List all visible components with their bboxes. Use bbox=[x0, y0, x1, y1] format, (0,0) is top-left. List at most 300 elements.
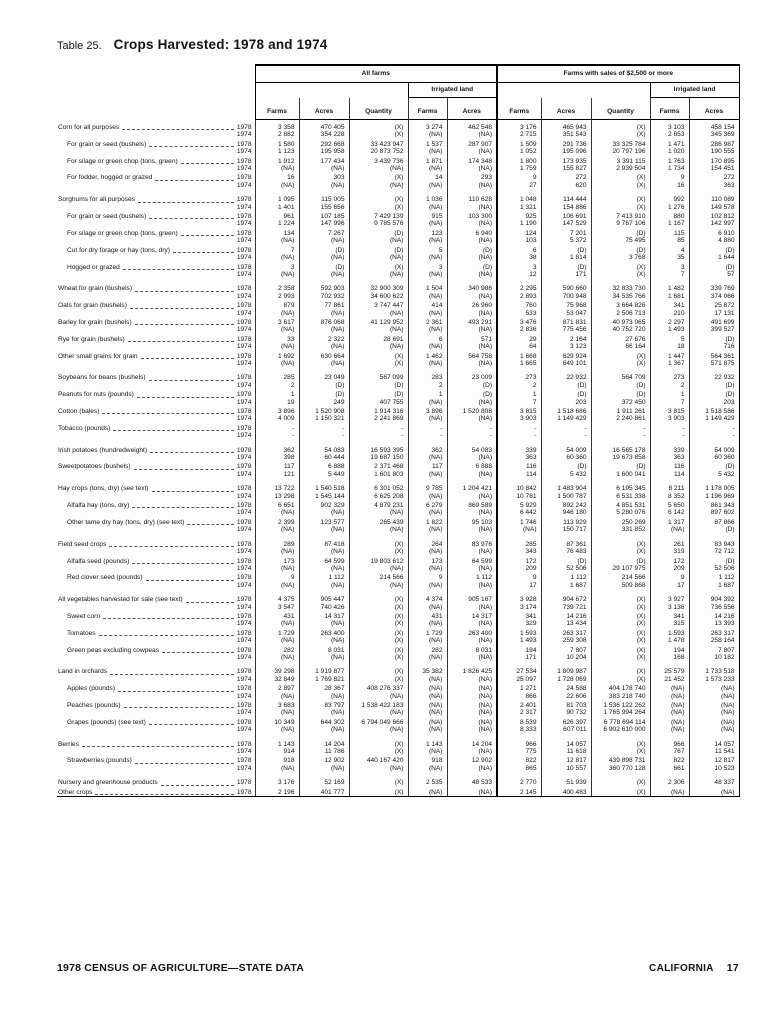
value-cell: 214 566 bbox=[349, 572, 408, 581]
value-cell: - bbox=[349, 423, 408, 432]
year-label: 1978 bbox=[236, 518, 252, 526]
value-cell: 372 450 bbox=[591, 399, 650, 406]
value-cell: 1 665 bbox=[497, 360, 541, 367]
value-cell: (NA) bbox=[447, 787, 497, 797]
value-cell: (NA) bbox=[255, 726, 299, 733]
year-label: 1978 bbox=[236, 391, 252, 399]
year-label: 1978 bbox=[236, 213, 252, 221]
year-label: 1978 bbox=[236, 196, 252, 204]
value-cell: (X) bbox=[349, 204, 408, 211]
value-cell: 3 bbox=[255, 262, 299, 271]
value-cell: (D) bbox=[689, 262, 739, 271]
year-label: 1978 bbox=[236, 718, 252, 726]
value-cell: 629 924 bbox=[541, 351, 591, 360]
spacer bbox=[61, 332, 234, 333]
value-cell: 123 577 bbox=[299, 517, 349, 526]
value-cell: 341 bbox=[650, 300, 689, 309]
value-cell: (NA) bbox=[689, 726, 739, 733]
crop-name: For grain or seed (bushels) bbox=[67, 140, 147, 148]
value-cell: 1 537 bbox=[408, 139, 447, 148]
value-cell: 3 476 bbox=[497, 317, 541, 326]
value-cell: (NA) bbox=[408, 237, 447, 244]
value-cell: 83 797 bbox=[299, 700, 349, 709]
value-cell: (NA) bbox=[447, 565, 497, 572]
value-cell: 1 545 144 bbox=[299, 493, 349, 500]
table-row bbox=[57, 709, 739, 716]
value-cell: 27 534 bbox=[497, 661, 541, 675]
spacer bbox=[61, 387, 234, 388]
col-header-acres-2: Acres bbox=[541, 98, 591, 120]
value-cell: 9 785 bbox=[408, 478, 447, 492]
value-cell: 1 149 429 bbox=[689, 415, 739, 422]
value-cell: 6 625 208 bbox=[349, 493, 408, 500]
crops-table bbox=[57, 64, 740, 797]
col-header-quantity-2: Quantity bbox=[591, 98, 650, 120]
value-cell: 190 555 bbox=[689, 148, 739, 155]
crop-row-label bbox=[57, 500, 255, 509]
data-table-wrap bbox=[57, 64, 739, 797]
crop-row-label bbox=[57, 317, 255, 326]
value-cell: 1 271 bbox=[497, 683, 541, 692]
value-cell: 1 769 821 bbox=[299, 676, 349, 683]
value-cell: 1 911 261 bbox=[591, 406, 650, 415]
value-cell: 249 bbox=[299, 399, 349, 406]
crop-row-label bbox=[57, 645, 255, 654]
value-cell: 90 732 bbox=[541, 709, 591, 716]
crop-row-label bbox=[57, 189, 255, 203]
year-label: 1974 bbox=[236, 270, 252, 278]
value-cell: 54 083 bbox=[299, 440, 349, 454]
value-cell: 1 809 987 bbox=[541, 661, 591, 675]
value-cell: (NA) bbox=[408, 700, 447, 709]
value-cell: 6 794 049 666 bbox=[349, 717, 408, 726]
value-cell: 592 903 bbox=[299, 278, 349, 292]
value-cell: 154 886 bbox=[541, 204, 591, 211]
value-cell: 3 928 bbox=[497, 589, 541, 603]
dot-leader bbox=[152, 490, 234, 492]
value-cell: 2 770 bbox=[497, 772, 541, 786]
dot-leader bbox=[82, 745, 234, 747]
value-cell: 902 329 bbox=[299, 500, 349, 509]
crop-name: Berries bbox=[58, 740, 79, 748]
value-cell: 203 bbox=[541, 399, 591, 406]
table-caption: Crops Harvested: 1978 and 1974 bbox=[113, 37, 328, 52]
value-cell: 4 374 bbox=[408, 589, 447, 603]
table-row bbox=[57, 637, 739, 644]
value-cell: 10 204 bbox=[541, 654, 591, 661]
year-row-label bbox=[57, 310, 255, 317]
value-cell: (X) bbox=[349, 772, 408, 786]
col-header-irr-acres-1: Acres bbox=[447, 98, 497, 120]
year-label: 1978 bbox=[236, 140, 252, 148]
year-label: 1978 bbox=[236, 229, 252, 237]
value-cell: 1 493 bbox=[497, 637, 541, 644]
value-cell: 10 182 bbox=[689, 654, 739, 661]
crop-name: Other crops bbox=[58, 788, 93, 796]
year-label: 1978 bbox=[236, 285, 252, 293]
crop-name: Apples (pounds) bbox=[67, 685, 116, 693]
year-label: 1978 bbox=[236, 446, 252, 454]
dot-leader bbox=[146, 579, 234, 581]
table-row bbox=[57, 245, 739, 254]
value-cell: 40 752 720 bbox=[591, 326, 650, 333]
footer-publication: 1978 CENSUS OF AGRICULTURE—STATE DATA bbox=[57, 962, 304, 974]
value-cell: (NA) bbox=[255, 765, 299, 772]
value-cell: 13 298 bbox=[255, 493, 299, 500]
value-cell: (NA) bbox=[255, 582, 299, 589]
value-cell: 431 bbox=[255, 611, 299, 620]
value-cell: 8 352 bbox=[650, 493, 689, 500]
value-cell: 121 bbox=[255, 471, 299, 478]
spacer bbox=[61, 715, 234, 716]
value-cell: 1 036 bbox=[408, 189, 447, 203]
value-cell: 5 bbox=[650, 334, 689, 343]
value-cell: (X) bbox=[591, 772, 650, 786]
year-row-label bbox=[57, 131, 255, 138]
value-cell: (NA) bbox=[255, 548, 299, 555]
value-cell: 3 903 bbox=[650, 415, 689, 422]
value-cell: (D) bbox=[591, 245, 650, 254]
value-cell: 458 154 bbox=[689, 120, 739, 132]
crop-name: Irish potatoes (hundredweight) bbox=[58, 446, 148, 454]
value-cell: 171 bbox=[541, 271, 591, 278]
value-cell: 904 672 bbox=[541, 589, 591, 603]
value-cell: 363 bbox=[650, 454, 689, 461]
value-cell: 60 360 bbox=[541, 454, 591, 461]
spacer bbox=[61, 154, 234, 155]
value-cell: 286 987 bbox=[689, 139, 739, 148]
value-cell: 116 bbox=[497, 461, 541, 470]
year-label: 1978 bbox=[236, 174, 252, 182]
value-cell: 1 401 bbox=[255, 204, 299, 211]
value-cell: 1 493 bbox=[650, 326, 689, 333]
year-label: 1978 bbox=[236, 779, 252, 787]
crop-name: Alfalfa hay (tons, dry) bbox=[67, 502, 130, 510]
year-row-label bbox=[57, 399, 255, 406]
value-cell: 52 506 bbox=[541, 565, 591, 572]
value-cell: 282 bbox=[408, 645, 447, 654]
year-label: 1978 bbox=[236, 788, 252, 796]
value-cell: 2 241 869 bbox=[349, 415, 408, 422]
value-cell: 6 910 bbox=[689, 228, 739, 237]
value-cell: (NA) bbox=[447, 526, 497, 533]
value-cell: 399 527 bbox=[689, 326, 739, 333]
year-label: 1978 bbox=[236, 408, 252, 415]
year-label: 1974 bbox=[236, 148, 252, 156]
value-cell: 351 543 bbox=[541, 131, 591, 138]
value-cell: 3 136 bbox=[650, 604, 689, 611]
value-cell: (NA) bbox=[408, 148, 447, 155]
value-cell: 1 123 bbox=[255, 148, 299, 155]
value-cell: 261 bbox=[650, 534, 689, 548]
value-cell: 6 531 338 bbox=[591, 493, 650, 500]
crop-row-label bbox=[57, 211, 255, 220]
year-label: 1974 bbox=[236, 564, 252, 572]
value-cell: - bbox=[447, 432, 497, 439]
crop-name: For grain or seed (bushels) bbox=[67, 213, 147, 221]
value-cell: 14 317 bbox=[447, 611, 497, 620]
value-cell: 408 276 337 bbox=[349, 683, 408, 692]
table-row bbox=[57, 582, 739, 589]
value-cell: (X) bbox=[349, 360, 408, 367]
year-label: 1974 bbox=[236, 254, 252, 262]
value-cell: (NA) bbox=[408, 676, 447, 683]
value-cell: 1 800 bbox=[497, 156, 541, 165]
value-cell: 95 103 bbox=[447, 517, 497, 526]
value-cell: 60 444 bbox=[299, 454, 349, 461]
value-cell: 6 301 052 bbox=[349, 478, 408, 492]
crop-row-label bbox=[57, 589, 255, 603]
value-cell: 630 664 bbox=[299, 351, 349, 360]
year-label: 1974 bbox=[236, 415, 252, 423]
value-cell: 607 011 bbox=[541, 726, 591, 733]
dot-leader bbox=[134, 468, 234, 470]
value-cell: 52 169 bbox=[299, 772, 349, 786]
value-cell: 85 bbox=[650, 237, 689, 244]
value-cell: (D) bbox=[299, 382, 349, 389]
value-cell: (NA) bbox=[349, 343, 408, 350]
year-row-label bbox=[57, 471, 255, 478]
value-cell: 16 bbox=[650, 182, 689, 189]
year-label: 1978 bbox=[236, 374, 252, 382]
year-label: 1974 bbox=[236, 548, 252, 556]
value-cell: 6 888 bbox=[299, 461, 349, 470]
value-cell: 407 755 bbox=[349, 399, 408, 406]
value-cell: (NA) bbox=[255, 637, 299, 644]
year-label: 1974 bbox=[236, 359, 252, 367]
value-cell: 25 579 bbox=[650, 661, 689, 675]
spacer bbox=[61, 476, 234, 477]
spacer bbox=[61, 681, 234, 682]
value-cell: (D) bbox=[299, 245, 349, 254]
value-cell: 3 176 bbox=[255, 772, 299, 786]
value-cell: (NA) bbox=[255, 360, 299, 367]
value-cell: 4 879 231 bbox=[349, 500, 408, 509]
value-cell: 13 393 bbox=[689, 620, 739, 627]
table-row bbox=[57, 755, 739, 764]
crop-row-label bbox=[57, 278, 255, 292]
value-cell: 1 143 bbox=[408, 734, 447, 748]
value-cell: (D) bbox=[591, 556, 650, 565]
table-row bbox=[57, 604, 739, 611]
value-cell: (NA) bbox=[408, 310, 447, 317]
value-cell: 19 803 612 bbox=[349, 556, 408, 565]
col-header-irr-farms-2: Farms bbox=[650, 98, 689, 120]
value-cell: 1 317 bbox=[650, 517, 689, 526]
value-cell: (X) bbox=[591, 787, 650, 797]
value-cell: 374 066 bbox=[689, 293, 739, 300]
crop-name: Tomatoes bbox=[67, 629, 96, 637]
value-cell: 1 500 787 bbox=[541, 493, 591, 500]
value-cell: (NA) bbox=[299, 254, 349, 261]
year-label: 1978 bbox=[236, 668, 252, 676]
value-cell: - bbox=[447, 423, 497, 432]
value-cell: 341 bbox=[497, 611, 541, 620]
value-cell: 1 573 233 bbox=[689, 676, 739, 683]
value-cell: (NA) bbox=[447, 700, 497, 709]
crop-name: Grapes (pounds) (see text) bbox=[67, 718, 146, 726]
value-cell: 319 bbox=[650, 548, 689, 555]
table-row bbox=[57, 131, 739, 138]
value-cell: 115 bbox=[650, 228, 689, 237]
value-cell: 258 164 bbox=[689, 637, 739, 644]
value-cell: 3 664 826 bbox=[591, 300, 650, 309]
year-row-label bbox=[57, 748, 255, 755]
value-cell: (NA) bbox=[299, 310, 349, 317]
value-cell: 250 269 bbox=[591, 517, 650, 526]
year-label: 1974 bbox=[236, 398, 252, 406]
value-cell: (NA) bbox=[349, 271, 408, 278]
value-cell: 263 400 bbox=[299, 628, 349, 637]
value-cell: 87 418 bbox=[299, 534, 349, 548]
year-label: 1974 bbox=[236, 603, 252, 611]
value-cell: 3 174 bbox=[497, 604, 541, 611]
value-cell: 1 692 bbox=[255, 351, 299, 360]
value-cell: 992 bbox=[650, 189, 689, 203]
value-cell: 259 308 bbox=[541, 637, 591, 644]
value-cell: 360 770 128 bbox=[591, 765, 650, 772]
value-cell: 12 902 bbox=[447, 755, 497, 764]
value-cell: (NA) bbox=[447, 148, 497, 155]
value-cell: 1 112 bbox=[299, 572, 349, 581]
year-label: 1974 bbox=[236, 653, 252, 661]
value-cell: (X) bbox=[349, 131, 408, 138]
value-cell: 905 167 bbox=[447, 589, 497, 603]
year-label: 1974 bbox=[236, 343, 252, 351]
value-cell: (D) bbox=[541, 245, 591, 254]
value-cell: 861 343 bbox=[689, 500, 739, 509]
value-cell: (NA) bbox=[650, 726, 689, 733]
value-cell: 7 413 910 bbox=[591, 211, 650, 220]
value-cell: 195 096 bbox=[541, 148, 591, 155]
value-cell: 1 bbox=[497, 389, 541, 398]
value-cell: 1 167 bbox=[650, 220, 689, 227]
footer-right bbox=[649, 962, 739, 974]
value-cell: (NA) bbox=[650, 683, 689, 692]
value-cell: (NA) bbox=[408, 582, 447, 589]
value-cell: 1 196 969 bbox=[689, 493, 739, 500]
value-cell: (NA) bbox=[447, 182, 497, 189]
value-cell: 439 898 731 bbox=[591, 755, 650, 764]
value-cell: (X) bbox=[349, 548, 408, 555]
table-row bbox=[57, 310, 739, 317]
spacer bbox=[61, 365, 234, 366]
value-cell: 6 940 bbox=[447, 228, 497, 237]
value-cell: 2 506 713 bbox=[591, 310, 650, 317]
value-cell: (NA) bbox=[349, 726, 408, 733]
value-cell: 32 849 bbox=[255, 676, 299, 683]
spacer bbox=[61, 732, 234, 733]
value-cell: 3 274 bbox=[408, 120, 447, 132]
value-cell: (NA) bbox=[299, 271, 349, 278]
dot-leader bbox=[130, 307, 234, 309]
crop-name: For fodder, hogged or grazed bbox=[67, 174, 153, 182]
value-cell: 287 907 bbox=[447, 139, 497, 148]
value-cell: 72 712 bbox=[689, 548, 739, 555]
value-cell: 2 297 bbox=[650, 317, 689, 326]
value-cell: - bbox=[497, 432, 541, 439]
value-cell: (NA) bbox=[349, 165, 408, 172]
value-cell: 1 482 bbox=[650, 278, 689, 292]
value-cell: 1 471 bbox=[650, 139, 689, 148]
value-cell: (NA) bbox=[299, 709, 349, 716]
table-row bbox=[57, 389, 739, 398]
value-cell: 114 bbox=[497, 471, 541, 478]
value-cell: 925 bbox=[497, 211, 541, 220]
value-cell: 4 880 bbox=[689, 237, 739, 244]
table-row bbox=[57, 700, 739, 709]
value-cell: (NA) bbox=[408, 637, 447, 644]
value-cell: 3 bbox=[408, 262, 447, 271]
value-cell: 57 bbox=[689, 271, 739, 278]
value-cell: 10 842 bbox=[497, 478, 541, 492]
value-cell: (D) bbox=[591, 228, 650, 237]
year-row-label bbox=[57, 182, 255, 189]
value-cell: 3 896 bbox=[255, 406, 299, 415]
value-cell: (D) bbox=[689, 556, 739, 565]
value-cell: 124 bbox=[497, 228, 541, 237]
crop-row-label bbox=[57, 534, 255, 548]
value-cell: (NA) bbox=[650, 709, 689, 716]
value-cell: 1 765 994 264 bbox=[591, 709, 650, 716]
value-cell: 2 164 bbox=[541, 334, 591, 343]
value-cell: 114 bbox=[650, 471, 689, 478]
crop-row-label bbox=[57, 461, 255, 470]
value-cell: 19 bbox=[255, 399, 299, 406]
spacer bbox=[61, 498, 234, 499]
spacer bbox=[61, 438, 234, 439]
value-cell: (X) bbox=[349, 120, 408, 132]
value-cell: 3 123 bbox=[541, 343, 591, 350]
table-row bbox=[57, 683, 739, 692]
value-cell: 214 566 bbox=[591, 572, 650, 581]
value-cell: (NA) bbox=[447, 604, 497, 611]
value-cell: (NA) bbox=[650, 700, 689, 709]
value-cell: (NA) bbox=[299, 509, 349, 516]
value-cell: (NA) bbox=[299, 565, 349, 572]
table-row bbox=[57, 220, 739, 227]
value-cell: 2 371 468 bbox=[349, 461, 408, 470]
value-cell: 1 734 bbox=[650, 165, 689, 172]
value-cell: 282 bbox=[255, 645, 299, 654]
value-cell: (NA) bbox=[408, 565, 447, 572]
table-row bbox=[57, 432, 739, 439]
year-label: 1974 bbox=[236, 620, 252, 628]
value-cell: 87 361 bbox=[541, 534, 591, 548]
value-cell: (NA) bbox=[255, 620, 299, 627]
value-cell: 14 057 bbox=[541, 734, 591, 748]
value-cell: 465 943 bbox=[541, 120, 591, 132]
value-cell: 81 703 bbox=[541, 700, 591, 709]
year-row-label bbox=[57, 548, 255, 555]
year-label: 1974 bbox=[236, 675, 252, 683]
spacer bbox=[61, 659, 234, 660]
value-cell: 265 439 bbox=[349, 517, 408, 526]
value-cell: 83 976 bbox=[447, 534, 497, 548]
value-cell: (NA) bbox=[408, 326, 447, 333]
value-cell: 17 bbox=[650, 582, 689, 589]
value-cell: (X) bbox=[349, 654, 408, 661]
value-cell: (X) bbox=[591, 548, 650, 555]
crop-name: Tobacco (pounds) bbox=[58, 424, 111, 432]
value-cell: (NA) bbox=[255, 509, 299, 516]
value-cell: 905 447 bbox=[299, 589, 349, 603]
value-cell: (D) bbox=[689, 389, 739, 398]
value-cell: 33 bbox=[255, 334, 299, 343]
value-cell: 17 131 bbox=[689, 310, 739, 317]
table-row bbox=[57, 765, 739, 772]
header-row-groups bbox=[57, 65, 739, 83]
